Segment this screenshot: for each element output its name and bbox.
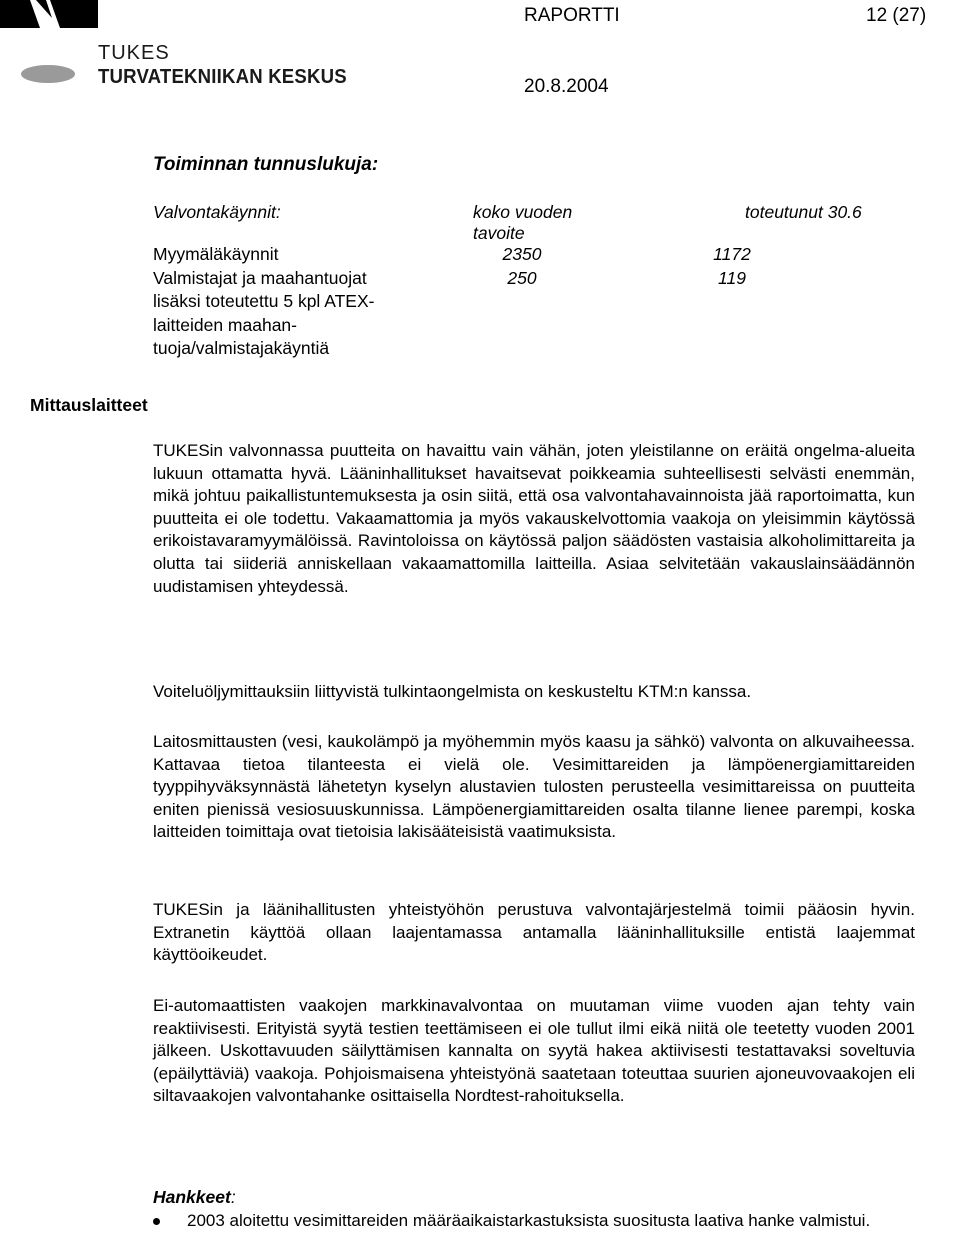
kpi-row-target [447,338,597,362]
table-row [153,315,867,339]
kpi-row-label: tuoja/valmistajakäyntiä [153,338,330,358]
kpi-row-label: lisäksi toteutettu 5 kpl ATEX- [153,291,375,311]
kpi-col-target: koko vuoden tavoite [473,202,573,243]
kpi-col-actual: toteutunut 30.6 [745,202,862,222]
kpi-header-row [153,202,867,244]
kpi-row-label: Valmistajat ja maahantuojat [153,267,367,288]
projects-heading [153,1187,236,1208]
kpi-row-label: Myymäläkäynnit [153,244,279,264]
kpi-row-target [447,315,597,339]
paragraph-utility-meters: Laitosmittausten (vesi, kaukolämpö ja myöhemmin myös kaasu ja sähkö) valvonta on alkuvaiheessa. Kattavaa tietoa tilanteesta ei vielä ole. Vesimittareiden ja lämpöenergiamittareiden tyyppihyväksynnästä lähetetyn kyselyn alustavien tulosten perusteella vesimittareissa on puutteita eniten pienissä vesiosuuskunnissa. Lämpöenergiamittareiden osalta tilanne lienee parempi, koska laitteiden toimittaja ovat tietoisia lakisääteisistä vaatimuksista. [153,732,915,842]
kpi-col-visits: Valvontakäynnit: [153,202,281,222]
paragraph-overview: TUKESin valvonnassa puutteita on havaittu vain vähän, joten yleistilanne on eräitä ongelma-alueita lukuun ottamatta hyvä. Lääninhallitukset havaitsevat poikkeamia suhteellisesti selvästi enemmän, mikä johtuu paikallistuntemuksesta ja osin siitä, että osa valvontahavainnoista jää raportoimatta, kun puutteita ei ole todettu. Vakaamattomia ja myös vakauskelvottomia vaakoja on yleisimmin käytössä erikoistavaramyymälöissä. Ravintoloissa on käytössä paljon säädösten vastaisia alkoholimittareita ja olutta tai siideriä anniskellaan vakaamattomilla laitteilla. Asiaa selvitetään vakauslainsäädännön uudistamisen yhteydessä. [153,441,915,596]
kpi-row-label: laitteiden maahan- [153,314,297,335]
kpi-row-actual: 119 [718,267,746,288]
kpi-row-target [447,291,597,315]
list-item-text: 2003 aloitettu vesimittareiden määräaikaistarkastuksista suositusta laativa hanke valmistui. [187,1211,871,1230]
paragraph-cooperation: TUKESin ja läänihallitusten yhteistyöhön perustuva valvontajärjestelmä toimii pääosin hyvin. Extranetin käyttöä ollaan laajentamassa antamalla lääninhallituksille entistä laajemmat käyttöoikeudet. [153,900,915,965]
projects-heading-label: Hankkeet [153,1187,231,1207]
kpi-row-target: 2350 [502,244,542,264]
table-row [153,291,867,315]
table-row [153,244,867,268]
kpi-title: Toiminnan tunnuslukuja: [153,154,379,175]
document-type: RAPORTTI [524,5,620,26]
paragraph-scales: Ei-automaattisten vaakojen markkinavalvontaa on muutaman viime vuoden ajan tehty vain reaktiivisesti. Erityistä syytä testien teettämiseen ei ole tullut ilmi eikä niitä ole teetetty vuoden 2001 jälkeen. Uskottavuuden säilyttämisen kannalta on syytä hakea aktiivisesti testattavaksi soveltuvia (epäilyttäviä) vaakoja. Pohjoismaisena yhteistyönä saatetaan toteuttaa suurien ajoneuvovaakojen eli siltavaakojen valvontahanke osittaisella Nordtest-rahoituksella. [153,996,915,1106]
document-date: 20.8.2004 [524,76,609,97]
kpi-row-actual [597,291,867,315]
org-name-short: TUKES [98,42,170,64]
page-number: 12 (27) [866,5,927,26]
kpi-row-actual [597,315,867,339]
tukes-logo-icon [0,0,100,95]
org-name-full: TURVATEKNIIKAN KESKUS [98,66,347,88]
kpi-row-actual [597,338,867,362]
projects-heading-colon: : [230,1187,236,1207]
kpi-table [153,202,867,362]
paragraph-lubricant-oil: Voiteluöljymittauksiin liittyvistä tulkintaongelmista on keskusteltu KTM:n kanssa. [153,682,752,701]
table-row [153,268,867,292]
kpi-row-target: 250 [507,267,537,288]
table-row [153,338,867,362]
kpi-row-actual: 1172 [713,244,751,264]
bullet-icon [153,1218,160,1225]
section-heading: Mittauslaitteet [30,395,148,415]
